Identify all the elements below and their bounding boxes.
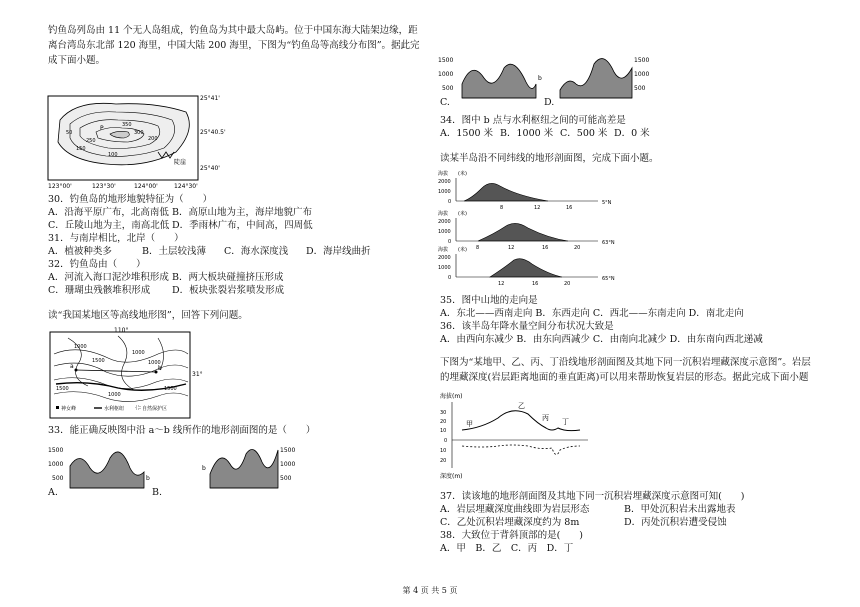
tick-label: 500 [280, 475, 292, 482]
contour-label: 250 [86, 138, 96, 144]
tick-label: 1000 [438, 189, 451, 195]
cliff-label: 陡崖 [174, 159, 187, 166]
q37-option-c[interactable]: C．乙处沉积岩埋藏深度约为 8m [440, 517, 580, 528]
q32-option-c[interactable]: C．珊瑚虫残骸堆积形成 [48, 285, 151, 296]
q36-stem: 36．该半岛年降水量空间分布状况大致是 [440, 321, 614, 332]
axis-title: 海拔(m) [440, 393, 463, 400]
intro-contour-map: 读“我国某地区等高线地形图”，回答下列问题。 [48, 310, 248, 321]
tick-label: 20 [574, 245, 581, 250]
axis-label: 海拔 [438, 247, 449, 253]
q36-options[interactable]: A．由西向东减少 B．由东向西减少 C．由南向北减少 D．由东南向西北递减 [440, 334, 763, 345]
tick-label: 10 [440, 448, 447, 454]
tick-label: 500 [634, 85, 646, 92]
lon-2: 123°30' [92, 183, 116, 190]
contour-label: 1500 [56, 386, 69, 392]
q34-option-d[interactable]: D．0 米 [614, 128, 650, 139]
q31-option-b[interactable]: B．土层较浅薄 [142, 246, 206, 257]
lon-4: 124°30' [174, 183, 198, 190]
axis-title: 深度(m) [440, 473, 463, 480]
tick-label: 20 [440, 419, 447, 425]
q35-options[interactable]: A．东北——西南走向 B．东西走向 C．西北——东南走向 D．南北走向 [440, 308, 744, 319]
q37-option-b[interactable]: B．甲处沉积岩未出露地表 [624, 504, 736, 515]
contour-label: 150 [76, 146, 86, 152]
tick-label: 0 [448, 199, 452, 205]
q33-option-a[interactable]: A. [48, 487, 58, 498]
tick-label: 16 [542, 245, 549, 250]
tick-label: 0 [448, 239, 452, 245]
lat-31: 31° [192, 371, 203, 378]
q30-option-c[interactable]: C．丘陵山地为主，南高北低 [48, 220, 170, 231]
intro-rock-layer: 下图为“某地甲、乙、丙、丁沿线地形剖面图及其地下同一沉积岩埋藏深度示意图”。岩层的埋藏深度(岩层距离地面的垂直距离)可以用来帮助恢复岩层的形态。据此完成下面小题 [440, 357, 811, 383]
point-p: P [100, 125, 104, 132]
axis-unit: (米) [458, 171, 467, 177]
tick-label: 2000 [438, 255, 451, 261]
tick-label: 20 [440, 458, 447, 464]
contour-label: 1500 [92, 358, 105, 364]
tick-label: 1000 [280, 461, 296, 468]
profile-b-label: b [146, 475, 150, 482]
profile-option-b[interactable] [190, 440, 300, 495]
tick-label: 10 [440, 428, 447, 434]
q38-stem: 38．大致位于背斜顶部的是( ) [440, 530, 584, 541]
q34-option-b[interactable]: B．1000 米 [500, 128, 554, 139]
tick-label: 16 [566, 205, 573, 210]
contour-label: 1500 [164, 386, 177, 392]
label-yi: 乙 [518, 402, 525, 410]
legend-dam: 水利枢纽 [104, 406, 125, 412]
contour-label: 50 [66, 130, 73, 136]
tick-label: 1500 [280, 447, 296, 454]
q31-stem: 31．与南岸相比，北岸（ ） [48, 233, 184, 244]
contour-label: 1000 [148, 360, 161, 366]
q37-option-d[interactable]: D．丙处沉积岩遭受侵蚀 [624, 517, 727, 528]
tick-label: 2000 [438, 219, 451, 225]
q32-option-b[interactable]: B．两大板块碰撞挤压形成 [172, 272, 284, 283]
profile-b-label: b [202, 465, 206, 472]
tick-label: 20 [564, 281, 571, 286]
lon-3: 124°00' [134, 183, 158, 190]
q33-option-b[interactable]: B. [152, 487, 163, 498]
tick-label: 1000 [438, 229, 451, 235]
contour-label: 300 [134, 130, 144, 136]
axis-unit: (米) [458, 247, 467, 253]
tick-label: 8 [476, 245, 480, 250]
tick-label: 1000 [438, 265, 451, 271]
profile-option-a[interactable] [48, 440, 158, 495]
tick-label: 1000 [634, 71, 650, 78]
q31-option-d[interactable]: D．海岸线曲折 [306, 246, 371, 257]
q37-stem: 37．读该地的地形剖面图及其地下同一沉积岩埋藏深度示意图可知( ) [440, 491, 745, 502]
q31-option-c[interactable]: C．海水深度浅 [224, 246, 289, 257]
lat-label: 63°N [602, 240, 615, 246]
tick-label: 0 [444, 438, 448, 444]
lat-label: 5°N [602, 200, 612, 206]
q30-stem: 30．钓鱼岛的地形地貌特征为（ ） [48, 194, 213, 205]
tick-label: 12 [508, 245, 515, 250]
q37-option-a[interactable]: A．岩层埋藏深度曲线即为岩层形态 [440, 504, 590, 515]
axis-label: 海拔 [438, 211, 449, 217]
profile-option-c[interactable] [438, 54, 558, 104]
tick-label: 1000 [438, 71, 454, 78]
tick-label: 0 [448, 275, 452, 281]
point-b: b [158, 365, 162, 372]
region-contour-map [48, 324, 228, 420]
tick-label: 1500 [634, 57, 650, 64]
intro-peninsula: 读某半岛沿不同纬线的地形剖面图，完成下面小题。 [440, 153, 659, 164]
contour-label: 200 [148, 136, 158, 142]
tick-label: 1500 [438, 57, 454, 64]
label-bing: 丙 [542, 414, 549, 422]
q32-option-d[interactable]: D．板块张裂岩浆喷发形成 [172, 285, 285, 296]
label-jia: 甲 [466, 420, 473, 428]
axis-unit: (米) [458, 211, 467, 217]
legend-town: 神女峰 [61, 406, 77, 412]
lat-label: 65°N [602, 276, 615, 282]
tick-label: 1000 [48, 461, 64, 468]
legend-reserve: 自然保护区 [142, 406, 168, 412]
q33-stem: 33．能正确反映图中沿 a～b 线所作的地形剖面图的是（ ） [48, 425, 316, 436]
tick-label: 12 [534, 205, 541, 210]
lat-top: 25°41' [200, 95, 220, 102]
tick-label: 500 [52, 475, 64, 482]
lon-110: 110° [114, 327, 129, 334]
contour-label: 1000 [74, 344, 87, 350]
profile-b-label: b [538, 75, 542, 82]
q35-stem: 35．图中山地的走向是 [440, 295, 538, 306]
q38-options[interactable]: A．甲 B．乙 C．丙 D．丁 [440, 543, 574, 554]
tick-label: 500 [442, 85, 454, 92]
tick-label: 16 [532, 281, 539, 286]
intro-diaoyu: 钓鱼岛列岛由 11 个无人岛组成，钓鱼岛为其中最大岛屿。位于中国东海大陆架边缘，距离台湾岛东北部 120 海里，中国大陆 200 海里，下图为“钓鱼岛等高线分布图”。据此完成下面小题。 [48, 25, 420, 67]
q33-option-c[interactable]: C. [440, 97, 450, 108]
tick-label: 30 [440, 410, 447, 416]
lat-bottom: 25°40' [200, 165, 220, 172]
q31-option-a[interactable]: A．植被种类多 [48, 246, 112, 257]
axis-label: 海拔 [438, 171, 449, 177]
contour-label: 1000 [132, 350, 145, 356]
q34-option-a[interactable]: A．1500 米 [440, 128, 494, 139]
q30-option-d[interactable]: D．季雨林广布，中间高，四周低 [172, 220, 313, 231]
tick-label: 1500 [48, 447, 64, 454]
tick-label: 2000 [438, 179, 451, 185]
q30-option-a[interactable]: A．沿海平原广布，北高南低 [48, 207, 169, 218]
page-footer: 第 4 页 共 5 页 [402, 586, 458, 595]
q33-option-d[interactable]: D. [544, 97, 555, 108]
tick-label: 8 [500, 205, 504, 210]
tick-label: 12 [498, 281, 505, 286]
diaoyu-contour-map [46, 90, 236, 190]
q32-stem: 32．钓鱼岛由（ ） [48, 259, 146, 270]
lat-mid: 25°40.5' [200, 129, 226, 136]
q30-option-b[interactable]: B．高原山地为主，海岸地貌广布 [172, 207, 312, 218]
rock-layer-profile [438, 388, 598, 484]
contour-label: 100 [108, 152, 118, 158]
q34-stem: 34．图中 b 点与水利枢纽之间的可能高差是 [440, 115, 626, 126]
q34-option-c[interactable]: C．500 米 [560, 128, 608, 139]
contour-label: 350 [122, 122, 132, 128]
q32-option-a[interactable]: A．河流入海口泥沙堆积形成 [48, 272, 169, 283]
section-5n [438, 168, 628, 210]
contour-label: 1000 [108, 392, 121, 398]
lon-1: 123°00' [48, 183, 72, 190]
section-65n [438, 244, 628, 286]
point-a: a [70, 363, 74, 370]
profile-option-d[interactable] [548, 52, 658, 104]
label-ding: 丁 [562, 418, 569, 426]
